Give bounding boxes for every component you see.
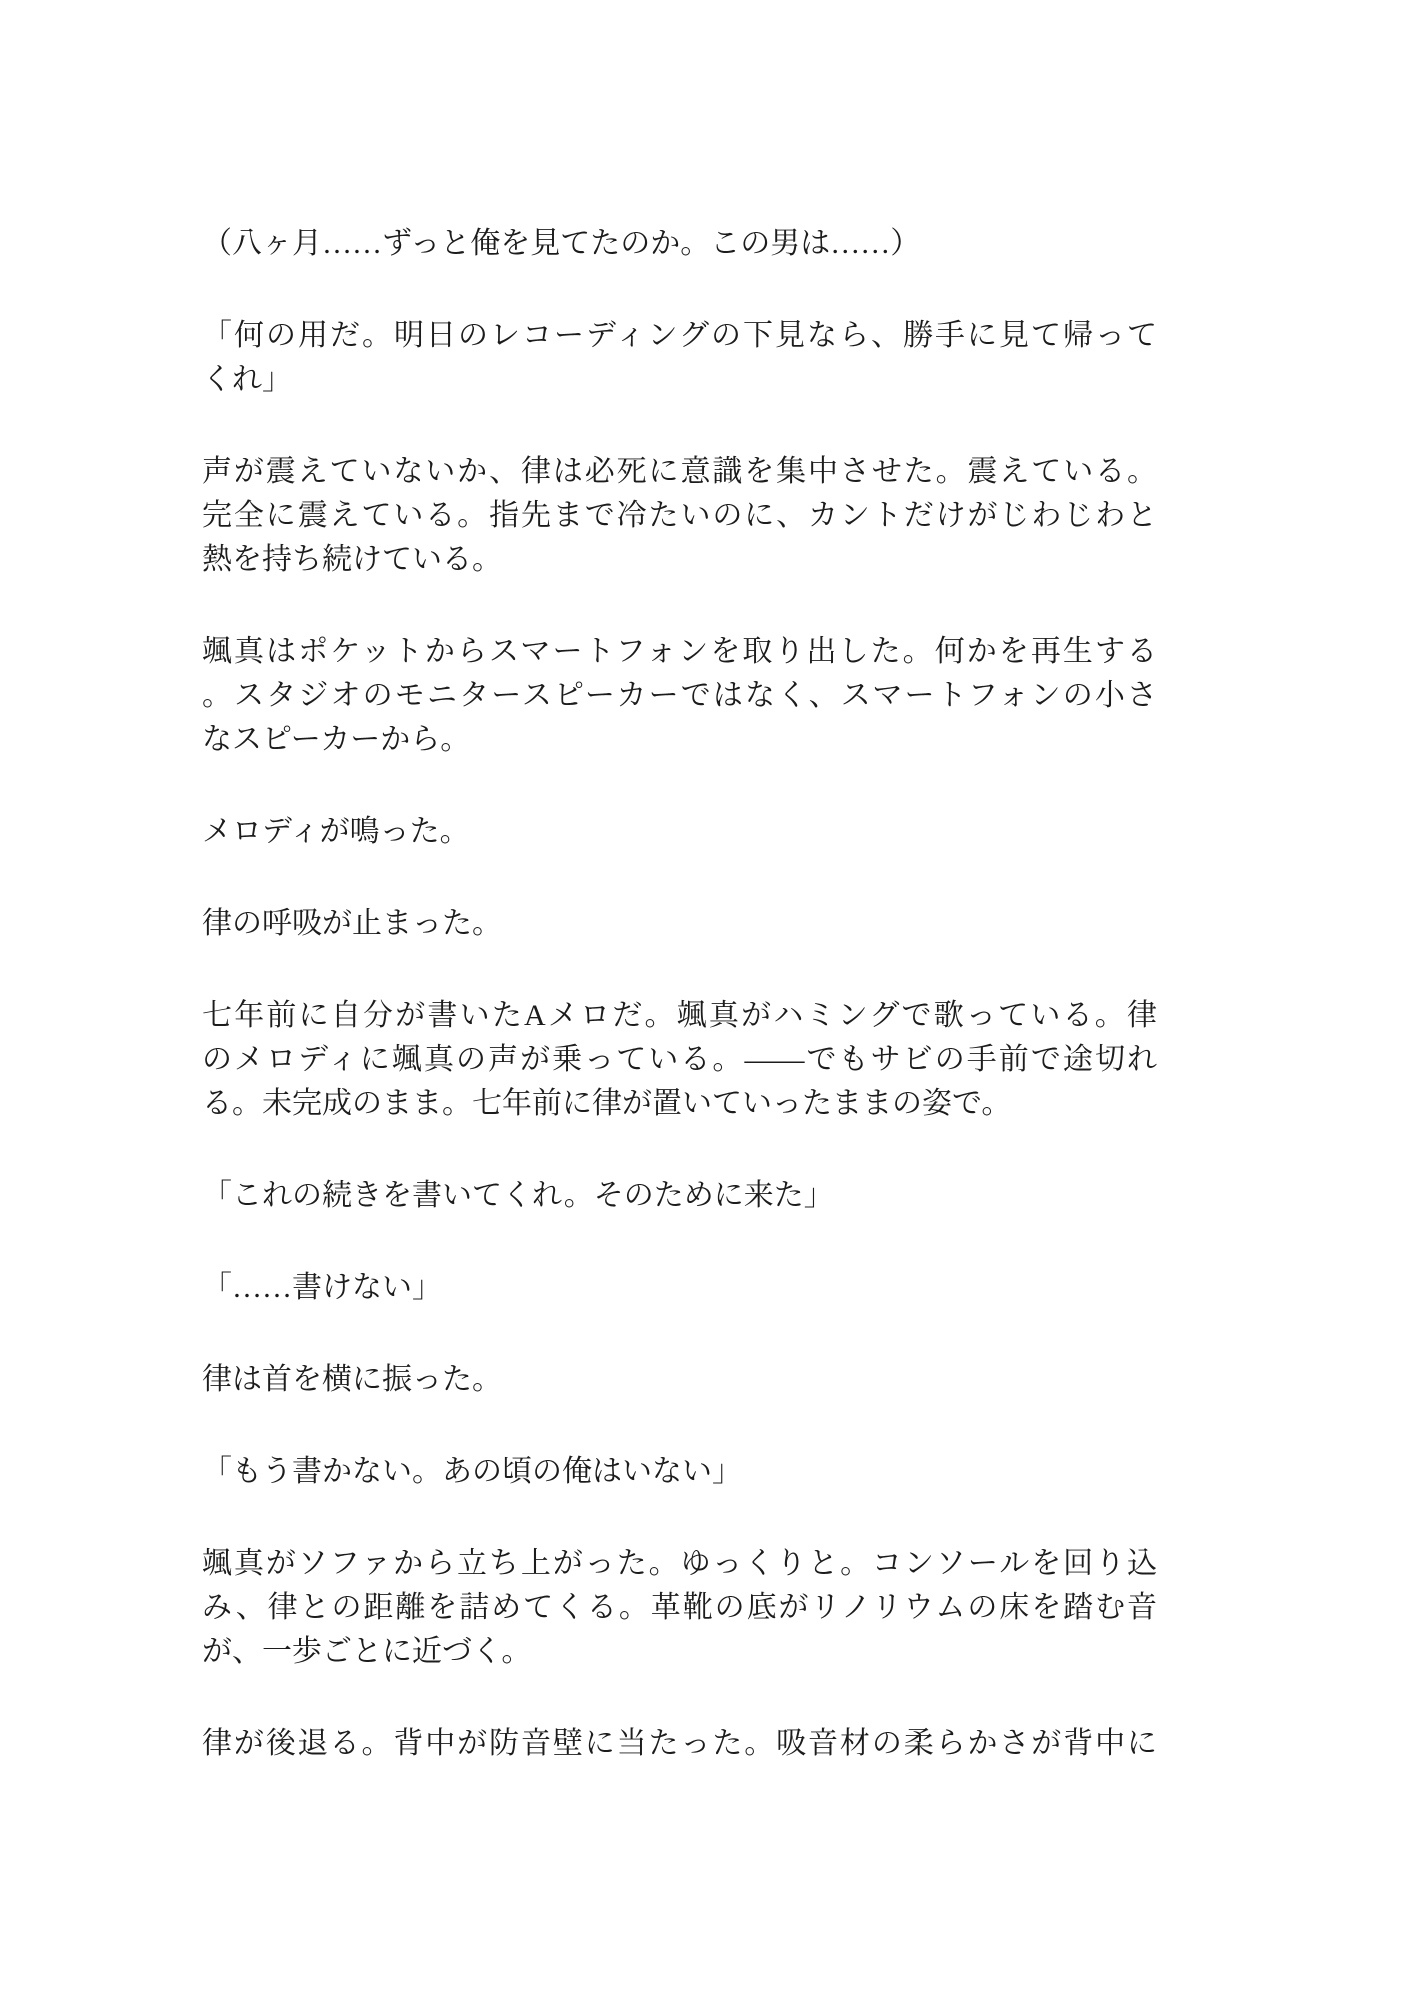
text-line: 律は首を横に振った。 (202, 1363, 502, 1396)
text-line: くれ」 (202, 363, 292, 396)
text-line: 声が震えていないか、律は必死に意識を集中させた。震えている。 (202, 455, 1157, 488)
paragraph (202, 1722, 1157, 1766)
text-line: 完全に震えている。指先まで冷たいのに、カントだけがじわじわと (202, 499, 1157, 532)
text-line: 「もう書かない。あの頃の俺はいない」 (202, 1455, 742, 1488)
paragraph (202, 630, 1157, 762)
text-line: 颯真がソファから立ち上がった。ゆっくりと。コンソールを回り込 (202, 1547, 1157, 1580)
document-body (202, 222, 1157, 1766)
paragraph (202, 1542, 1157, 1674)
text-line: 律の呼吸が止まった。 (202, 907, 502, 940)
text-line: 七年前に自分が書いたAメロだ。颯真がハミングで歌っている。律 (202, 999, 1157, 1032)
text-line: （八ヶ月……ずっと俺を見てたのか。この男は……） (202, 227, 921, 260)
paragraph (202, 1266, 1157, 1310)
paragraph (202, 994, 1157, 1126)
text-line: 。スタジオのモニタースピーカーではなく、スマートフォンの小さ (202, 679, 1157, 712)
paragraph (202, 222, 1157, 266)
text-line: 熱を持ち続けている。 (202, 543, 502, 576)
paragraph (202, 810, 1157, 854)
paragraph (202, 1450, 1157, 1494)
text-line: なスピーカーから。 (202, 723, 471, 756)
paragraph (202, 902, 1157, 946)
text-line: 「何の用だ。明日のレコーディングの下見なら、勝手に見て帰って (202, 319, 1157, 352)
paragraph (202, 450, 1157, 582)
text-line: る。未完成のまま。七年前に律が置いていったままの姿で。 (202, 1087, 1012, 1120)
text-line: 「これの続きを書いてくれ。そのために来た」 (202, 1179, 834, 1212)
text-line: 「……書けない」 (202, 1271, 442, 1304)
text-line: み、律との距離を詰めてくる。革靴の底がリノリウムの床を踏む音 (202, 1591, 1157, 1624)
text-line: が、一歩ごとに近づく。 (202, 1635, 532, 1668)
text-line: のメロディに颯真の声が乗っている。——でもサビの手前で途切れ (202, 1043, 1157, 1076)
paragraph (202, 1358, 1157, 1402)
paragraph (202, 314, 1157, 402)
paragraph (202, 1174, 1157, 1218)
text-line: 颯真はポケットからスマートフォンを取り出した。何かを再生する (202, 635, 1157, 668)
text-line: メロディが鳴った。 (202, 815, 470, 848)
text-line: 律が後退る。背中が防音壁に当たった。吸音材の柔らかさが背中に (202, 1727, 1157, 1760)
